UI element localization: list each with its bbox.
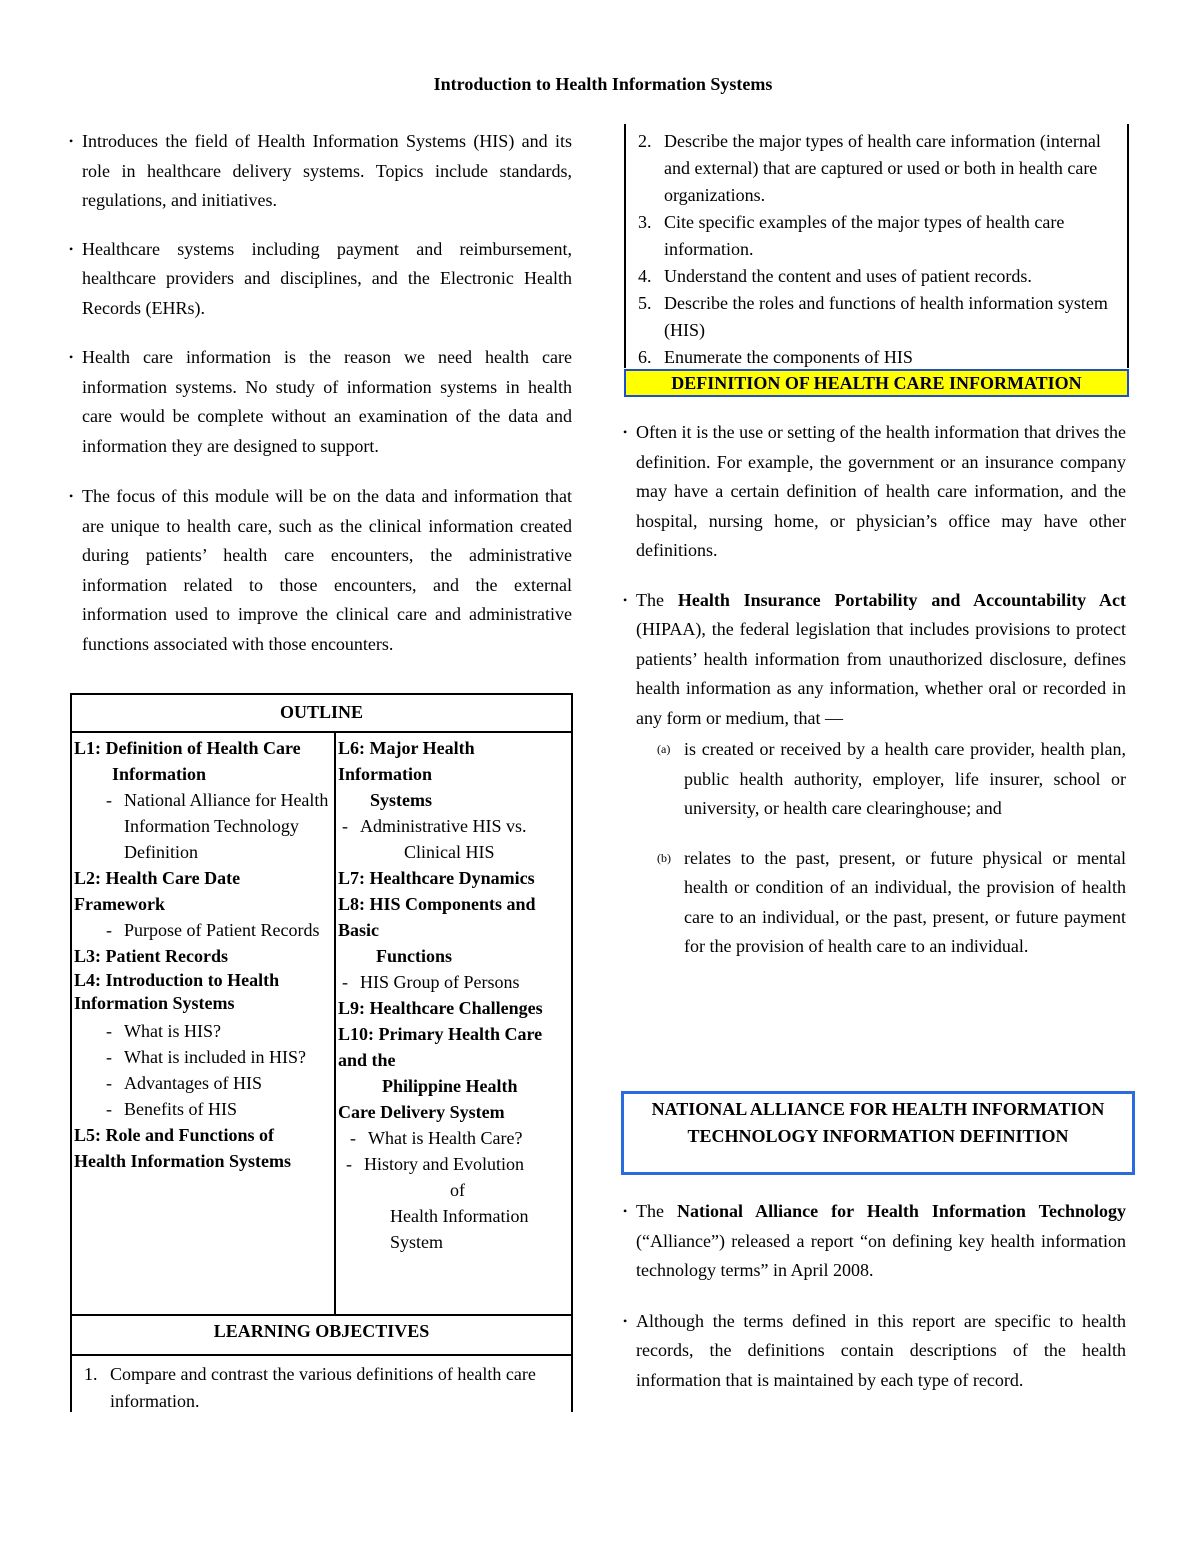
outline-heading: OUTLINE: [72, 695, 571, 733]
nahit-paragraph-1: • The National Alliance for Health Information Technology (“Alliance”) released a report “on defining key health information technology terms” in April 2008.: [636, 1197, 1126, 1286]
bullet-icon: •: [623, 592, 628, 607]
right-column: [623, 418, 1127, 962]
outline-l10-cont: Philippine Health: [382, 1076, 518, 1096]
left-column: [69, 127, 572, 659]
outline-l5: L5: Role and Functions of Health Information Systems: [74, 1125, 291, 1171]
outline-l1-cont: Information: [112, 764, 206, 784]
outline-l2: L2: Health Care Date Framework: [74, 868, 241, 914]
bullet-icon: •: [69, 489, 74, 503]
objective-item: 3. Cite specific examples of the major types of health care information.: [638, 212, 1065, 259]
bullet-icon: •: [69, 350, 74, 364]
objectives-continued-box: [624, 124, 1129, 368]
outline-l9: L9: Healthcare Challenges: [338, 998, 543, 1018]
objective-list-right: [638, 128, 1118, 371]
bullet-icon: •: [69, 134, 74, 148]
outline-l6-sub: - Administrative HIS vs.: [342, 816, 527, 836]
outline-l6: L6: Major Health Information: [338, 738, 475, 784]
objective-item: 4. Understand the content and uses of patient records.: [638, 266, 1032, 286]
nahit-heading-box: NATIONAL ALLIANCE FOR HEALTH INFORMATION TECHNOLOGY INFORMATION DEFINITION: [621, 1091, 1135, 1175]
objective-list-left: [84, 1361, 554, 1415]
outline-l8: L8: HIS Components and Basic: [338, 894, 536, 940]
outline-l8-sub: - HIS Group of Persons: [342, 972, 520, 992]
nahit-paragraph-2: • Although the terms defined in this report are specific to health records, the definitions contain descriptions of the health information that is maintained by each type of record.: [636, 1307, 1126, 1396]
bullet-icon: •: [623, 1204, 628, 1218]
outline-l10-sub: - What is Health Care?: [350, 1128, 523, 1148]
bullet-icon: •: [69, 241, 74, 256]
outline-l6-cont: Systems: [370, 790, 432, 810]
outline-l4-sub: - What is HIS?: [106, 1021, 221, 1041]
learning-objectives-heading: LEARNING OBJECTIVES: [213, 1321, 430, 1341]
intro-paragraph-1: • Introduces the field of Health Information Systems (HIS) and its role in healthcare delivery systems. Topics include standards, regulations, and initiatives.: [82, 127, 572, 216]
objective-item: 1. Compare and contrast the various definitions of health care information.: [84, 1364, 536, 1411]
outline-l8-cont: Functions: [376, 946, 453, 966]
outline-l4-sub: - What is included in HIS?: [106, 1047, 306, 1067]
bullet-icon: •: [623, 425, 628, 439]
outline-l2-sub: - Purpose of Patient Records: [106, 920, 320, 940]
intro-paragraph-3: • Health care information is the reason we need health care information systems. No study of information systems in health care would be complete without an examination of the data and information they are designed to support.: [82, 343, 572, 461]
definition-heading: DEFINITION OF HEALTH CARE INFORMATION: [624, 369, 1129, 397]
outline-l4-sub: - Advantages of HIS: [106, 1073, 262, 1093]
outline-l10-sub-cont: System: [390, 1232, 444, 1252]
definition-paragraph-1: • Often it is the use or setting of the health information that drives the definition. For example, the government or an insurance company may have a certain definition of health care information, and the hospital, nursing home, or physician’s office may have other definitions.: [636, 418, 1126, 566]
learning-objectives-separator: [72, 1354, 571, 1356]
outline-l6-sub-cont: Clinical HIS: [404, 842, 495, 862]
nahit-column: [623, 1197, 1127, 1395]
outline-divider: [334, 733, 336, 1315]
outline-l4: L4: Introduction to Health Information Systems: [74, 970, 280, 1013]
objective-item: 6. Enumerate the components of HIS: [638, 347, 913, 367]
hipaa-paragraph: • The Health Insurance Portability and Accountability Act (HIPAA), the federal legislation that includes provisions to protect patients’ health information from unauthorized disclosure, defines health information as any information, whether oral or recorded in any form or medium, that —: [636, 586, 1126, 734]
outline-l10: L10: Primary Health Care and the: [338, 1024, 543, 1070]
bullet-icon: •: [623, 1313, 628, 1328]
outline-table: [70, 693, 573, 1412]
outline-l10-sub-cont: Health Information: [390, 1206, 529, 1226]
hipaa-item-b: (b) relates to the past, present, or future physical or mental health or condition of an individual, the provision of health care to an individual, or the past, present, or future payment for the provision of health care to an individual.: [657, 847, 1126, 956]
outline-l10-cont: Care Delivery System: [338, 1102, 505, 1122]
outline-l10-sub-cont: of: [450, 1180, 465, 1200]
outline-l4-sub: - Benefits of HIS: [106, 1099, 237, 1119]
objective-item: 5. Describe the roles and functions of health information system (HIS): [638, 293, 1108, 340]
outline-l1-sub: - National Alliance for Health Information Technology Definition: [106, 790, 329, 862]
hipaa-item-a: (a) is created or received by a health care provider, health plan, public health authority, employer, life insurer, school or university, or health care clearinghouse; and: [657, 739, 1126, 818]
intro-paragraph-2: • Healthcare systems including payment and reimbursement, healthcare providers and disciplines, and the Electronic Health Records (EHRs).: [82, 235, 572, 324]
outline-column-2: [338, 735, 570, 1255]
outline-l3: L3: Patient Records: [74, 946, 228, 966]
intro-paragraph-4: • The focus of this module will be on the data and information that are unique to health care, such as the clinical information created during patients’ health care encounters, the administrative information related to those encounters, and the external information used to improve the clinical care and administrative functions associated with those encounters.: [82, 482, 572, 659]
outline-column-1: [74, 735, 330, 1174]
objective-item: 2. Describe the major types of health care information (internal and external) that are captured or used or both in health care organizations.: [638, 131, 1101, 205]
page-title: Introduction to Health Information Systems: [433, 74, 773, 94]
outline-l1: L1: Definition of Health Care: [74, 738, 301, 758]
outline-l7: L7: Healthcare Dynamics: [338, 868, 535, 888]
outline-l10-sub: - History and Evolution: [346, 1154, 524, 1174]
